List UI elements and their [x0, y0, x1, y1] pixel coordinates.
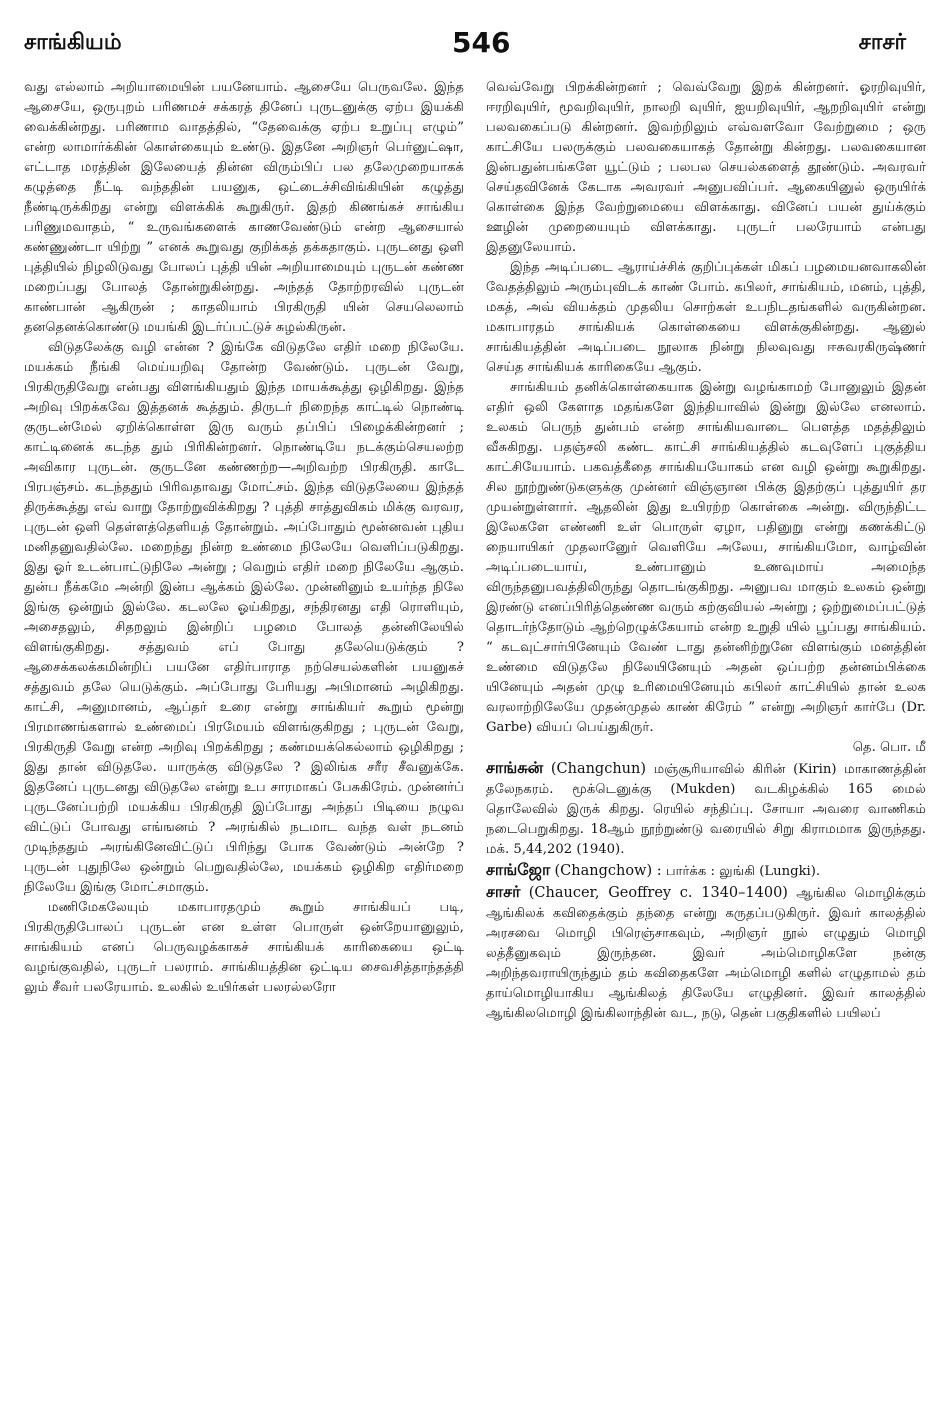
- right-column: [486, 78, 926, 1024]
- entry-gloss: (Chaucer, Geoffrey c. 1340–1400): [528, 885, 788, 901]
- entry-headword: சாங்ஜோ: [486, 860, 551, 879]
- entry-changchow: [486, 860, 926, 882]
- entry-headword: சாசர்: [486, 882, 521, 901]
- running-head-left: சாங்கியம்: [24, 30, 122, 55]
- paragraph: வெவ்வேறு பிறக்கின்றனர் ; வெவ்வேறு இறக் கின்றனர். ஓரறிவுயிர், ஈரறிவுயிர், மூவறிவுயிர், நாலறி வுயிர், ஐயறிவுயிர், ஆறறிவுயிர் என்று பலவகைப்படு கின்றனர். இவற்றிலும் எவ்வளவோ வேற்றுமை ; ஒரு காட்சியே பலருக்கும் பலவகையாகத் தோன்று கின்றது. பலவகையான இன்பதுன்பங்களே யூட்டும் ; பலபல செயல்களைத் தூண்டும். அவரவர் செய்தவினேக் கேடாக அவரவர் அனுபவிப்பர். ஆகையினுல் ஒருயிர்க் கொள்கை இந்த வேற்றுமையை விளக்காது. வினேப் பயன் துய்க்கும் ஊழின் முறையையும் விளக்காது. புருடர் பலரேயாம் என்பது இதனுலேயாம்.: [486, 80, 926, 255]
- entry-gloss: (Changchun): [550, 761, 647, 777]
- entry-text: ஆங்கில மொழிக்கும் ஆங்கிலக் கவிதைக்கும் தந்தை என்று கருதப்படுகிருர். இவர் காலத்தில் அரசவை மொழி பிரெஞ்சாகவும், அறிஞர் நூல் எழுதும் மொழி லத்தீனுகவும் இருந்தன. இவர் அம்மொழிகளே நன்கு அறிந்தவராயிருந்தும் தம் கவிதைகளே அம்மொழி களில் எழுதாமல் தம் தாய்மொழியாகிய ஆங்கிலத் திலேயே எழுதினர். இவர் காலத்தில் ஆங்கிலமொழி இங்கிலாந்தின் வட, நடு, தென் பகுதிகளில் பயிலப்: [486, 886, 926, 1021]
- paragraph: மணிமேகலேயும் மகாபாரதமும் கூறும் சாங்கியப் படி, பிரகிருதிபோலப் புருடன் என உள்ள பொருள் ஒன்றேயானுலும், சாங்கியம் எனப் பெருவழக்காகச் சாங்கியக் காரிகையை ஒட்டி வழங்குவதில், புருடர் பலராம். சாங்கியத்தின ஒட்டிய சைவசித்தாந்தத்தி லும் சீவர் பலரேயாம். உலகில் உயிர்கள் பலரல்லரோ: [24, 900, 464, 995]
- entry-changchun: [486, 758, 926, 860]
- paragraph: இந்த அடிப்படை ஆராய்ச்சிக் குறிப்புக்கள் மிகப் பழமையனவாகலின் வேதத்திலும் அரும்புவிடக் காண் போம். கபிலர், சாங்கியம், மனம், புத்தி, மகத், அவ் வியக்தம் முதலிய சொற்கள் உபநிடதங்களில் வருகின்றன. மகாபாரதம் சாங்கியக் கொள்கையை விளக்குகின்றது. ஆனுல் சாங்கியத்தின் அடிப்படை நூலாக நின்று நிலவுவது ஈசுவரகிருஷ்ணர் செய்த சாங்கியக் காரிகையே ஆகும்.: [486, 260, 926, 375]
- page-number: 546: [452, 26, 511, 59]
- left-column: [24, 78, 464, 998]
- paragraph: விடுதலேக்கு வழி என்ன ? இங்கே விடுதலே எதிர் மறை நிலேயே. மயக்கம் நீங்கி மெய்யறிவு தோன்ற வேண்டும். புருடன் வேறு, பிரகிருதிவேறு என்பது விளங்கியதும் இந்த மாயக்கூத்து ஒழிகிறது. இந்த அறிவு பிறக்கவே இத்தனக் கூத்தும். திருடர் நிறைந்த காட்டில் நொண்டி குருடன்மேல் ஏறிக்கொள்ள இரு வரும் தப்பிப் பிழைக்கின்றனர் ; காட்டினைக் கடந்த தும் பிரிகின்றனர். நொண்டியே நடக்கும்செயலற்ற அவிகார புருடன். குருடனே கண்ணற்ற—அறிவற்ற பிரகிருதி. காடே பிரபஞ்சம். கடந்ததும் பிரிவதாவது மோட்சம். இந்த விடுதலேயை இந்தத் திருக்கூத்து எவ் வாறு தோற்றுவிக்கிறது ? புத்தி சாத்துவிகம் மிக்கு வரவர, புருடன் ஒளி தெள்ளத்தெளியத் தோன்றும். அப்போதும் மூன்னவன் புதிய மனிதனுவதில்லே. மறைந்து நின்ற உண்மை நிலேயே வெளிப்படுகிறது. இது ஓர் உடன்பாட்டுநிலே அன்று ; வெறும் எதிர் மறை நிலேயே ஆகும். துன்ப நீக்கமே அன்றி இன்ப ஆக்கம் இல்லே. முன்னினும் உயர்ந்த நிலே இங்கு ஒன்றும் இல்லே. கடலலே ஓய்கிறது, சந்திரனது எதி ரொளியும், அசைதலும், சிதறலும் இன்றிப் பழமை போலத் தன்னிலேயில் விளங்குகிறது. சத்துவம் எப் போது தலேயெடுக்கும் ? ஆசைக்கலக்கமின்றிப் பயனே எதிர்பாராத நற்செயல்களின் பயனுகச் சத்துவம் தலே யெடுக்கும். அப்போது பேரியது அபிமானம் அழிகிறது. காட்சி, அனுமானம், ஆப்தர் உரை என்று சாங்கியர் கூறும் மூன்று பிரமாணங்களால் உண்மைப் பிரமேயம் விளங்குகிறது ; புருடன் வேறு, பிரகிருதி வேறு என்ற அறிவு பிறக்கிறது ; கண்மயக்கெல்லாம் ஒழிகிறது ; இது தான் விடுதலே. யாருக்கு விடுதலே ? இலிங்க சரீர சீவனுக்கே. இதனேப் புருடனது விடுதலே என்று உப சாரமாகப் பேசுகிரேம். முன்னர்ப் புருடனேப்பற்றி மயக்கிய பிரகிருதி இப்போது அந்தப் பிடியை நழுவ விட்டுப் போவது எங்ஙனம் ? அரங்கில் நடமாட வந்த வள் நடனம் முடிந்ததும் அரங்கினேவிட்டுப் பிரிந்து போக வேண்டும் அன்றே ? புருடன் புதுநிலே ஒன்றும் பெறுவதில்லே, மயக்கம் ஒழிகிற எதிர்மறை நிலேயே இங்கு மோட்சமாகும்.: [24, 340, 464, 895]
- entry-headword: சாங்சுன்: [486, 758, 544, 777]
- entry-text: பார்க்க : லுங்கி (Lungki).: [665, 864, 821, 879]
- author-signature: தெ. பொ. மீ: [852, 740, 926, 755]
- entry-text: மஞ்சூரியாவில் கிரின் (Kirin) மாகாணத்தின் தலேநகரம். மூக்டெனுக்கு (Mukden) வடகிழக்கில் 165 மைல் தொலேவில் இருக் கிறது. ரெயில் சந்திப்பு. சோயா அவரை வாணிகம் நடைபெறுகிறது. 18ஆம் நூற்றுண்டு வரையில் சிறு கிராமமாக இருந்தது. மக். 5,44,202 (1940).: [486, 762, 926, 857]
- running-head-right: சாசர்: [858, 30, 906, 55]
- paragraph: சாங்கியம் தனிக்கொள்கையாக இன்று வழங்காமற் போனுலும் இதன் எதிர் ஒலி கேளாத மதங்களே இந்தியாவில் இன்று இல்லே எனலாம். உலகம் பெருந் துன்பம் என்ற சாங்கியவாடை பௌத்த மதத்திலும் வீசுகிறது. பதஞ்சலி கண்ட காட்சி சாங்கியத்தில் கடவுளேப் புகுத்திய காட்சியேயாம். பகவத்கீதை சாங்கியயோகம் என வழி ஒன்று கூறுகிறது. சில நூற்றுண்டுகளுக்கு முன்னர் விஞ்ஞான பிக்கு இதற்குப் புத்துயிர் தர முயன்றுள்ளார். ஆதலின் இது உயிரற்ற கொள்கை அன்று. விருந்திட்ட இலேகளே எண்ணி உள் பொருள் ஏழா, பதினுறு என்று கணக்கிட்டு நையாயிகர் முதலானுேர் வெளியே அலேய, சாங்கியமோ, வாழ்வின் அடிப்படையாய், உண்பானும் உணவுமாய் அமைந்த விருந்தனுபவத்திலிருந்து தொடங்குகிறது. அனுபவ மாகும் உலகம் ஒன்று இரண்டு எனப்பிரித்தெண்ண வரும் கற்குவியல் அன்று ; ஒற்றுமைப்பட்டுத் தொடர்ந்தோடும் ஆற்றெழுக்கேயாம் என்ற உறுதி யில் பூப்பது சாங்கியம். “ கடவுட்சார்பினேயும் வேண் டாது தன்னிற்றுனே விளங்கும் மனத்தின் உண்மை விடுதலே நிலேயினேயும் அதன் ஒப்பற்ற தன்னம்பிக்கை யினேயும் அதன் முழு உரிமையினேயும் கபிலர் காட்சியில் தான் உலக வரலாற்றிலேயே முதன்முதல் காண் கிரேம் ” என்று அறிஞர் கார்பே (Dr. Garbe) வியப் பெய்துகிருர்.: [486, 380, 926, 735]
- entry-gloss: (Changchow) :: [554, 863, 662, 879]
- entry-chaucer: [486, 882, 926, 1024]
- paragraph: வது எல்லாம் அறியாமையின் பயனேயாம். ஆசையே பெருவலே. இந்த ஆசையே, ஒருபுறம் பரிணமச் சக்கரத் தினேப் புருடனுக்கு ஏற்ப இயக்கி வைக்கின்றது. பரிணாம வாதத்தில், “தேவைக்கு ஏற்ப உறுப்பு எழும்” என்ற லாமார்க்கின் கொள்கையும் உண்டு. இதனே அறிஞர் பெர்னுட்ஷா, எட்டாத மரத்தின் இலேயைத் தின்ன விரும்பிப் பல தலேமுறையாகக் கழுத்தை நீட்டி வந்ததின் பயனுக, ஒட்டைச்சிவிங்கியின் கழுத்து நீண்டிருக்கிறது என்று விளக்கிக் கூறுகிருர். இதற் கிணங்கச் சாங்கிய பரிணுமவாதம், “ உருவங்களைக் காணவேண்டும் என்ற ஆசையால் கண்ணுண்டா யிற்று ” எனக் கூறுவது குறிக்கத் தக்கதாகும். புருடனது ஒளி புத்தியில் நிழலிடுவது போலப் புத்தி யின் அறியாமையும் புருடன் கண்ண மறைப்பது போலத் தோன்றுகின்றது. அந்தத் தோற்றரவில் புருடன் காண்பான் ஆகிருன் ; காதலியாம் பிரகிருதி யின் செயலெலாம் தனதெனக்கொண்டு மயங்கி இடர்ப்பட்டுச் சுழல்கிருன்.: [24, 80, 464, 335]
